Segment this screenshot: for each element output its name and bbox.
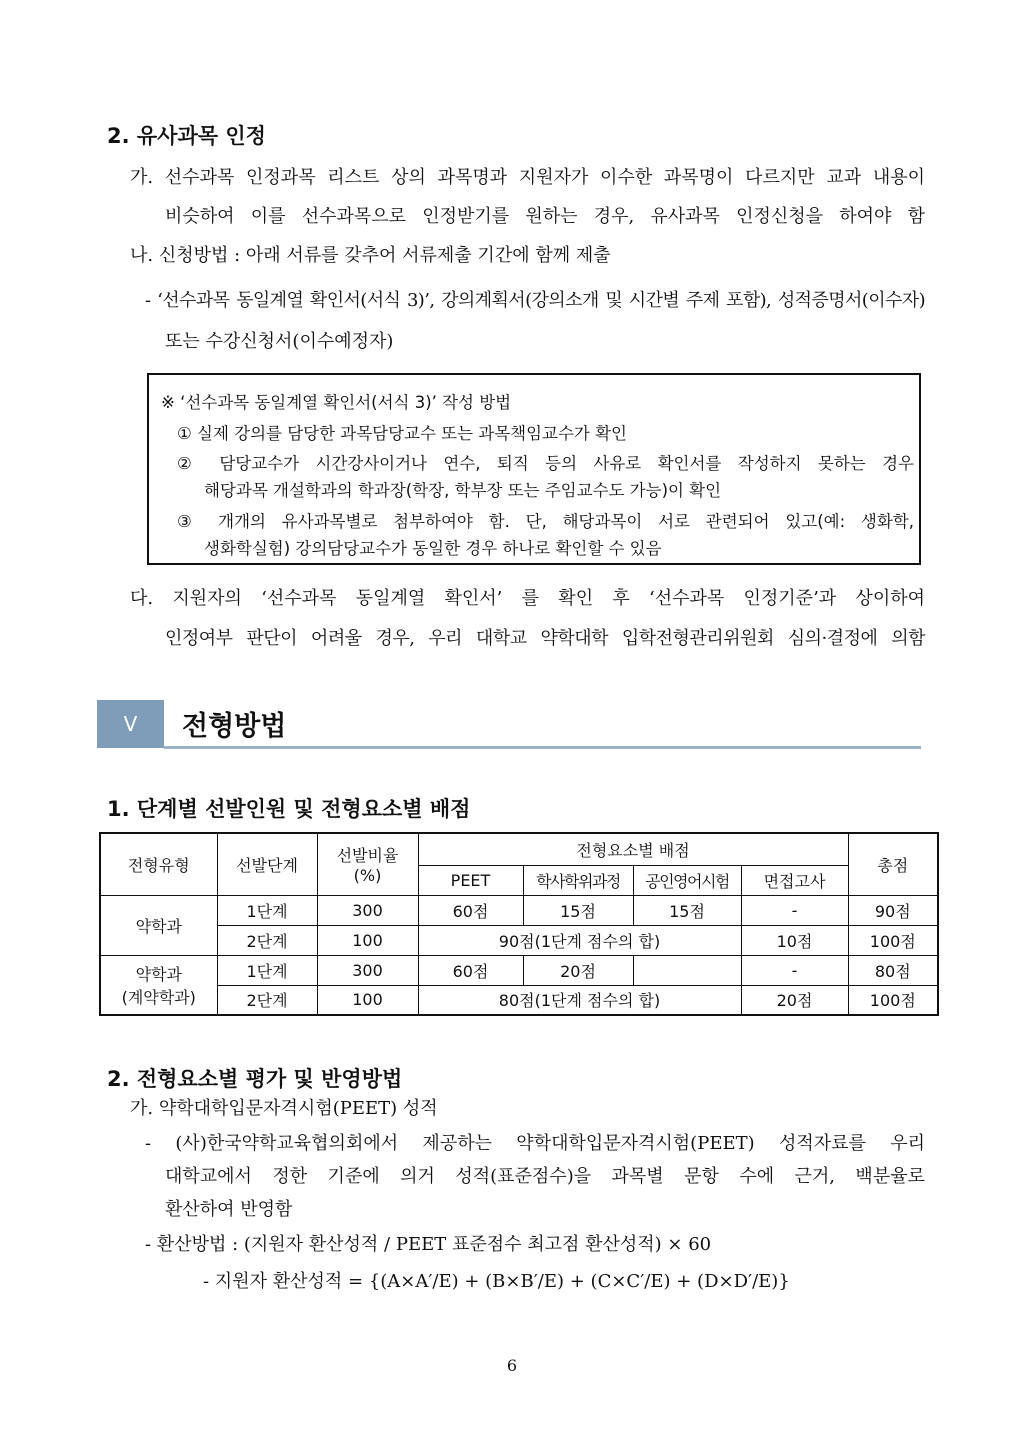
row1-gpa: 15점 bbox=[523, 895, 633, 925]
header-elements: 전형요소별 배점 bbox=[418, 833, 848, 865]
row1-total: 90점 bbox=[848, 895, 938, 925]
paragraph-na: 나. 신청방법 : 아래 서류를 갖추어 서류제출 기간에 함께 제출 bbox=[130, 245, 611, 266]
row3-ratio: 300 bbox=[317, 955, 418, 985]
paragraph-da-line2: 인정여부 판단이 어려울 경우, 우리 대학교 약학대학 입학전형관리위원회 심의·결정에 의함 bbox=[165, 628, 925, 649]
header-gpa: 학사학위과정 bbox=[523, 865, 633, 895]
note-item-3-line2: 생화학실험) 강의담당교수가 동일한 경우 하나로 확인할 수 있음 bbox=[204, 539, 662, 558]
row1-peet: 60점 bbox=[418, 895, 523, 925]
row2-total: 100점 bbox=[848, 925, 938, 955]
table-row bbox=[100, 895, 938, 925]
row4-interview: 20점 bbox=[741, 985, 848, 1015]
row2-ratio: 100 bbox=[317, 925, 418, 955]
row1-interview: - bbox=[741, 895, 848, 925]
note-item-1: ① 실제 강의를 담당한 과목담당교수 또는 과목책임교수가 확인 bbox=[177, 424, 627, 443]
row1-stage: 1단계 bbox=[217, 895, 317, 925]
note-item-2-line2: 해당과목 개설학과의 학과장(학장, 학부장 또는 주임교수도 가능)이 확인 bbox=[204, 481, 722, 500]
paragraph-peet-title: 가. 약학대학입문자격시험(PEET) 성적 bbox=[130, 1098, 438, 1119]
header-ratio-line2: (%) bbox=[353, 866, 382, 886]
table-row bbox=[100, 925, 938, 955]
row3-peet: 60점 bbox=[418, 955, 523, 985]
header-ratio bbox=[317, 833, 418, 895]
subsection-heading-selection: 1. 단계별 선발인원 및 전형요소별 배점 bbox=[107, 797, 471, 821]
note-item-2-line1: ② 담당교수가 시간강사이거나 연수, 퇴직 등의 사유로 확인서를 작성하지 못하는 경우 bbox=[177, 454, 914, 473]
subsection-heading-evaluation: 2. 전형요소별 평가 및 반영방법 bbox=[107, 1067, 403, 1091]
row1-type: 약학과 bbox=[100, 895, 217, 955]
row3-stage: 1단계 bbox=[217, 955, 317, 985]
row4-merged: 80점(1단계 점수의 합) bbox=[418, 985, 741, 1015]
header-total: 총점 bbox=[848, 833, 938, 895]
header-english: 공인영어시험 bbox=[633, 865, 741, 895]
paragraph-peet-line2: 대학교에서 정한 기준에 의거 성적(표준점수)을 과목별 문항 수에 근거, 백분율로 bbox=[165, 1166, 925, 1187]
row1-ratio: 300 bbox=[317, 895, 418, 925]
header-ratio-line1: 선발비율 bbox=[336, 846, 399, 866]
section-title: 전형방법 bbox=[182, 711, 287, 742]
header-type: 전형유형 bbox=[100, 833, 217, 895]
paragraph-dash-line1: - ‘선수과목 동일계열 확인서(서식 3)’, 강의계획서(강의소개 및 시간별 주제 포함), 성적증명서(이수자) bbox=[145, 290, 925, 311]
row2-merged: 90점(1단계 점수의 합) bbox=[418, 925, 741, 955]
row3-type-line1: 약학과 bbox=[135, 964, 182, 984]
selection-table bbox=[99, 832, 939, 1016]
row4-ratio: 100 bbox=[317, 985, 418, 1015]
paragraph-peet-line3: 환산하여 반영함 bbox=[165, 1199, 293, 1220]
row3-type-line2: (계약학과) bbox=[121, 987, 196, 1007]
table-row bbox=[100, 985, 938, 1015]
section-rule bbox=[164, 746, 921, 749]
row2-interview: 10점 bbox=[741, 925, 848, 955]
row3-interview: - bbox=[741, 955, 848, 985]
row4-stage: 2단계 bbox=[217, 985, 317, 1015]
row4-total: 100점 bbox=[848, 985, 938, 1015]
table-header-row bbox=[100, 833, 938, 865]
paragraph-conversion-formula: - 지원자 환산성적 = {(A×A′/E) + (B×B′/E) + (C×C′/E) + (D×D′/E)} bbox=[203, 1271, 790, 1292]
paragraph-ga-line2: 비슷하여 이를 선수과목으로 인정받기를 원하는 경우, 유사과목 인정신청을 하여야 함 bbox=[165, 206, 925, 227]
paragraph-da-line1: 다. 지원자의 ‘선수과목 동일계열 확인서’ 를 확인 후 ‘선수과목 인정기준’과 상이하여 bbox=[130, 588, 925, 609]
table-row bbox=[100, 955, 938, 985]
row3-total: 80점 bbox=[848, 955, 938, 985]
paragraph-dash-line2: 또는 수강신청서(이수예정자) bbox=[165, 331, 394, 352]
paragraph-ga-line1: 가. 선수과목 인정과목 리스트 상의 과목명과 지원자가 이수한 과목명이 다르지만 교과 내용이 bbox=[130, 167, 925, 188]
note-box bbox=[147, 373, 921, 565]
note-item-3-line1: ③ 개개의 유사과목별로 첨부하여야 함. 단, 해당과목이 서로 관련되어 있고(예: 생화학, bbox=[177, 512, 914, 531]
row3-english bbox=[633, 955, 741, 985]
row3-gpa: 20점 bbox=[523, 955, 633, 985]
row1-english: 15점 bbox=[633, 895, 741, 925]
section-number: Ⅴ bbox=[97, 700, 164, 748]
note-box-title: ※ ‘선수과목 동일계열 확인서(서식 3)’ 작성 방법 bbox=[161, 393, 512, 412]
row2-stage: 2단계 bbox=[217, 925, 317, 955]
subsection-heading-similar-course: 2. 유사과목 인정 bbox=[107, 124, 266, 148]
header-peet: PEET bbox=[418, 865, 523, 895]
row3-type bbox=[100, 955, 217, 1015]
page-number: 6 bbox=[506, 1356, 518, 1375]
paragraph-conversion-method: - 환산방법 : (지원자 환산성적 / PEET 표준점수 최고점 환산성적) × 60 bbox=[145, 1234, 712, 1255]
header-stage: 선발단계 bbox=[217, 833, 317, 895]
paragraph-peet-line1: - (사)한국약학교육협의회에서 제공하는 약학대학입문자격시험(PEET) 성적자료를 우리 bbox=[145, 1133, 925, 1154]
header-interview: 면접고사 bbox=[741, 865, 848, 895]
